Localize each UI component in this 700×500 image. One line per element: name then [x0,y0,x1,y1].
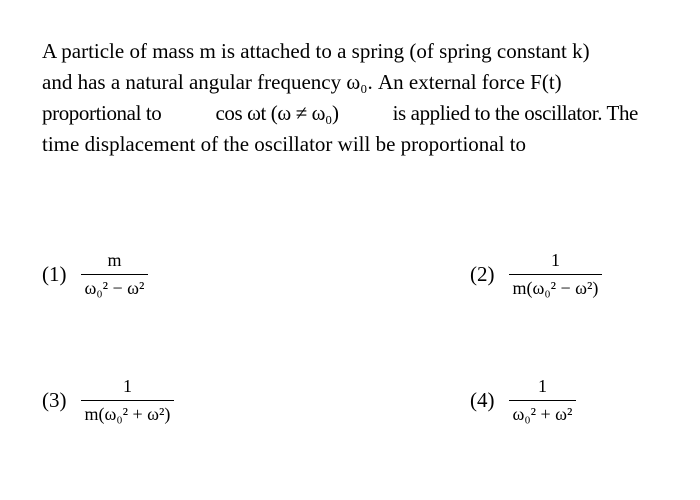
question-line-3-end: is applied to the oscillator. The [392,101,638,125]
option-2-denominator: m(ω₀² − ω²) [509,274,603,299]
option-1-denominator: ω₀² − ω² [81,274,149,299]
option-3-denominator: m(ω₀² + ω²) [81,400,175,425]
question-line-1: A particle of mass m is attached to a spring (of spring constant k) [42,39,590,63]
option-3[interactable] [42,376,174,425]
question-text [42,36,638,160]
option-2-numerator: 1 [550,250,560,270]
option-2-fraction [509,250,603,299]
option-3-numerator: 1 [122,376,132,396]
option-4-numerator: 1 [537,376,547,396]
question-line-4: time displacement of the oscillator will be proportional to [42,132,527,156]
question-condition-math: cos ωt (ω ≠ ω₀) [215,101,339,125]
option-1-fraction [81,250,149,299]
option-4[interactable] [470,376,576,425]
option-3-fraction [81,376,175,425]
option-1-label: (1) [42,262,67,286]
option-1-numerator: m [107,250,122,270]
option-2-label: (2) [470,262,495,286]
option-1[interactable] [42,250,148,299]
option-3-label: (3) [42,388,67,412]
option-4-denominator: ω₀² + ω² [509,400,577,425]
question-line-3 [42,98,638,129]
option-4-label: (4) [470,388,495,412]
option-2[interactable] [470,250,602,299]
option-4-fraction [509,376,577,425]
question-line-3-start: proportional to [42,101,162,125]
question-line-2: and has a natural angular frequency ω₀. An external force F(t) [42,70,562,94]
